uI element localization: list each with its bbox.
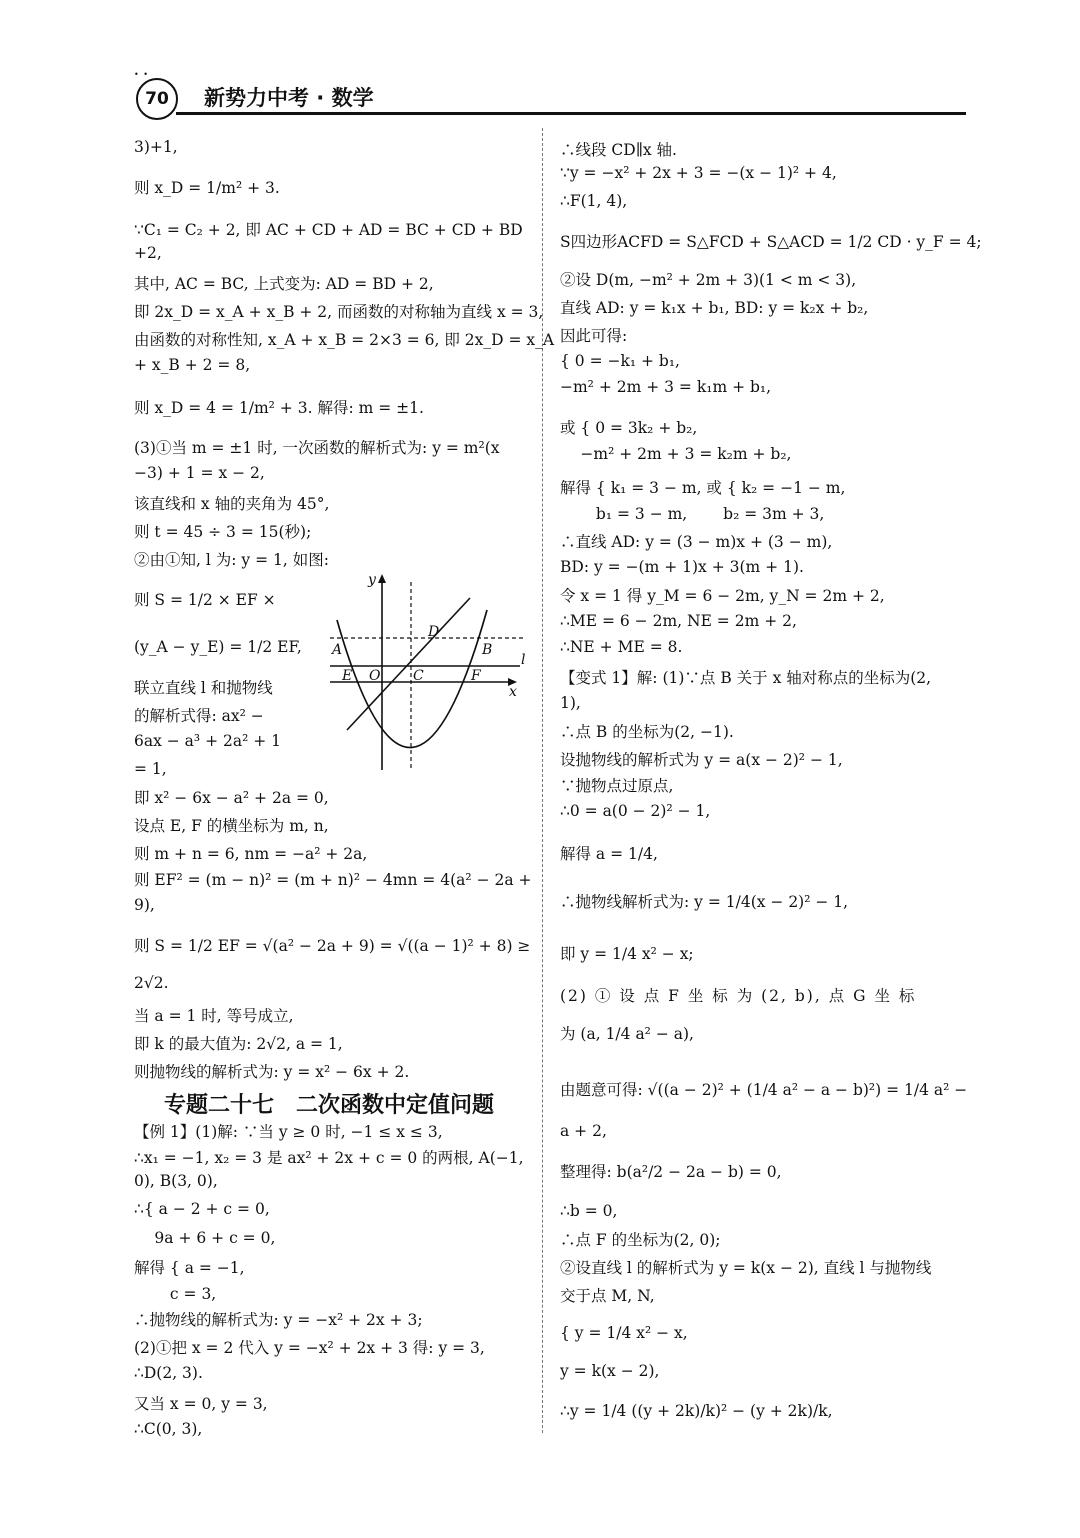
figure-label: C	[413, 668, 424, 684]
text-line: ∵C₁ = C₂ + 2, 即 AC + CD + AD = BC + CD + BD	[134, 221, 523, 239]
text-line: 即 x² − 6x − a² + 2a = 0,	[134, 789, 329, 807]
text-line: ∴直线 AD: y = (3 − m)x + (3 − m),	[560, 533, 833, 551]
figure-label: B	[482, 642, 493, 658]
text-line: 整理得: b(a²/2 − 2a − b) = 0,	[560, 1163, 782, 1181]
text-line: 又当 x = 0, y = 3,	[134, 1395, 268, 1413]
parabola	[337, 610, 487, 748]
text-line: ②由①知, l 为: y = 1, 如图:	[134, 551, 329, 569]
column-divider	[542, 128, 543, 1433]
text-line: ∴NE + ME = 8.	[560, 638, 683, 656]
figure-label: x	[509, 684, 517, 700]
text-line: 则 S = 1/2 × EF ×	[134, 591, 276, 609]
text-line: 则 x_D = 4 = 1/m² + 3. 解得: m = ±1.	[134, 399, 424, 417]
book-title: 新势力中考 · 数学	[204, 86, 374, 110]
text-line: 设抛物线的解析式为 y = a(x − 2)² − 1,	[560, 751, 843, 769]
text-line: 直线 AD: y = k₁x + b₁, BD: y = k₂x + b₂,	[560, 299, 869, 317]
text-line: ∴点 F 的坐标为(2, 0);	[560, 1231, 721, 1249]
text-line: 设点 E, F 的横坐标为 m, n,	[134, 817, 329, 835]
text-line: ∴线段 CD∥x 轴.	[560, 141, 677, 159]
text-line: + x_B + 2 = 8,	[134, 356, 251, 374]
text-line: 当 a = 1 时, 等号成立,	[134, 1007, 294, 1025]
text-line: 联立直线 l 和抛物线	[134, 679, 273, 697]
figure-label: F	[471, 668, 481, 684]
y-axis-arrow	[378, 574, 386, 583]
text-line: ∴{ a − 2 + c = 0,	[134, 1200, 270, 1218]
text-line: 1),	[560, 694, 581, 712]
figure-label: E	[342, 668, 353, 684]
parabola-figure	[325, 570, 530, 775]
text-line: 3)+1,	[134, 138, 178, 156]
text-line: c = 3,	[134, 1285, 217, 1303]
text-line: ∴0 = a(0 − 2)² − 1,	[560, 802, 711, 820]
figure-label: y	[368, 572, 376, 588]
text-line: −m² + 2m + 3 = k₁m + b₁,	[560, 378, 772, 396]
text-line: = 1,	[134, 760, 167, 778]
text-line: 则 x_D = 1/m² + 3.	[134, 179, 280, 197]
text-line: ∵y = −x² + 2x + 3 = −(x − 1)² + 4,	[560, 164, 837, 182]
text-line: 【变式 1】解: (1)∵点 B 关于 x 轴对称点的坐标为(2,	[560, 669, 932, 687]
text-line: (2)①把 x = 2 代入 y = −x² + 2x + 3 得: y = 3,	[134, 1339, 485, 1357]
text-line: BD: y = −(m + 1)x + 3(m + 1).	[560, 558, 804, 576]
text-line: 9a + 6 + c = 0,	[134, 1229, 276, 1247]
header-rule	[176, 112, 966, 115]
text-line: 解得 { k₁ = 3 − m, 或 { k₂ = −1 − m,	[560, 479, 846, 497]
text-line: a + 2,	[560, 1122, 607, 1140]
text-line: ②设 D(m, −m² + 2m + 3)(1 < m < 3),	[560, 271, 857, 289]
text-line: 则 EF² = (m − n)² = (m + n)² − 4mn = 4(a² − 2a +	[134, 871, 532, 889]
text-line: 为 (a, 1/4 a² − a),	[560, 1025, 694, 1043]
text-line: 9),	[134, 896, 155, 914]
figure-label: D	[428, 624, 440, 640]
text-line: 即 k 的最大值为: 2√2, a = 1,	[134, 1035, 343, 1053]
section-title: 专题二十七 二次函数中定值问题	[164, 1093, 495, 1118]
text-line: { y = 1/4 x² − x,	[560, 1324, 688, 1342]
text-line: 解得 { a = −1,	[134, 1259, 245, 1277]
text-line: 令 x = 1 得 y_M = 6 − 2m, y_N = 2m + 2,	[560, 587, 885, 605]
text-line: ∴ME = 6 − 2m, NE = 2m + 2,	[560, 612, 797, 630]
text-line: 交于点 M, N,	[560, 1287, 655, 1305]
text-line: 即 2x_D = x_A + x_B + 2, 而函数的对称轴为直线 x = 3,	[134, 303, 544, 321]
text-line: (y_A − y_E) = 1/2 EF,	[134, 638, 302, 656]
text-line: ②设直线 l 的解析式为 y = k(x − 2), 直线 l 与抛物线	[560, 1259, 932, 1277]
text-line: ∴D(2, 3).	[134, 1364, 203, 1382]
text-line: 因此可得:	[560, 327, 628, 345]
text-line: 则抛物线的解析式为: y = x² − 6x + 2.	[134, 1063, 410, 1081]
text-line: 【例 1】(1)解: ∵当 y ≥ 0 时, −1 ≤ x ≤ 3,	[134, 1123, 443, 1141]
text-line: 则 t = 45 ÷ 3 = 15(秒);	[134, 523, 312, 541]
text-line: 则 S = 1/2 EF = √(a² − 2a + 9) = √((a − 1)² + 8) ≥	[134, 937, 531, 955]
text-line: −m² + 2m + 3 = k₂m + b₂,	[560, 445, 792, 463]
text-line: 由函数的对称性知, x_A + x_B = 2×3 = 6, 即 2x_D = x_A	[134, 331, 555, 349]
text-line: 由题意可得: √((a − 2)² + (1/4 a² − a − b)²) = 1/4 a² −	[560, 1081, 968, 1099]
text-line: +2,	[134, 244, 162, 262]
text-line: ∴抛物线解析式为: y = 1/4(x − 2)² − 1,	[560, 893, 849, 911]
page-header	[130, 68, 970, 120]
page-number: 70	[136, 78, 178, 120]
text-line: 的解析式得: ax² −	[134, 707, 264, 725]
text-line: (2) ① 设 点 F 坐 标 为 (2, b), 点 G 坐 标	[560, 987, 917, 1005]
text-line: 则 m + n = 6, nm = −a² + 2a,	[134, 845, 368, 863]
text-line: −3) + 1 = x − 2,	[134, 464, 265, 482]
text-line: b₁ = 3 − m, b₂ = 3m + 3,	[560, 505, 825, 523]
figure-label: O	[369, 668, 381, 684]
figure-label: l	[521, 652, 526, 668]
text-line: ∵抛物点过原点,	[560, 777, 674, 795]
text-line: 其中, AC = BC, 上式变为: AD = BD + 2,	[134, 275, 434, 293]
text-line: ∴C(0, 3),	[134, 1420, 203, 1438]
text-line: ∴F(1, 4),	[560, 192, 628, 210]
text-line: (3)①当 m = ±1 时, 一次函数的解析式为: y = m²(x	[134, 439, 500, 457]
figure-label: A	[332, 642, 343, 658]
text-line: 2√2.	[134, 974, 169, 992]
text-line: { 0 = −k₁ + b₁,	[560, 352, 680, 370]
text-line: ∴b = 0,	[560, 1202, 618, 1220]
line-ab	[347, 598, 470, 730]
text-line: 解得 a = 1/4,	[560, 845, 658, 863]
text-line: 0), B(3, 0),	[134, 1172, 218, 1190]
text-line: ∴抛物线的解析式为: y = −x² + 2x + 3;	[134, 1311, 423, 1329]
text-line: 或 { 0 = 3k₂ + b₂,	[560, 419, 698, 437]
text-line: ∴点 B 的坐标为(2, −1).	[560, 723, 734, 741]
text-line: 该直线和 x 轴的夹角为 45°,	[134, 495, 330, 513]
decorative-dots: • •	[134, 70, 149, 79]
text-line: 6ax − a³ + 2a² + 1	[134, 732, 282, 750]
text-line: 即 y = 1/4 x² − x;	[560, 945, 694, 963]
text-line: y = k(x − 2),	[560, 1362, 660, 1380]
text-line: ∴x₁ = −1, x₂ = 3 是 ax² + 2x + c = 0 的两根, A(−1,	[134, 1149, 524, 1167]
text-line: ∴y = 1/4 ((y + 2k)/k)² − (y + 2k)/k,	[560, 1402, 833, 1420]
text-line: S四边形ACFD = S△FCD + S△ACD = 1/2 CD · y_F = 4;	[560, 233, 982, 251]
